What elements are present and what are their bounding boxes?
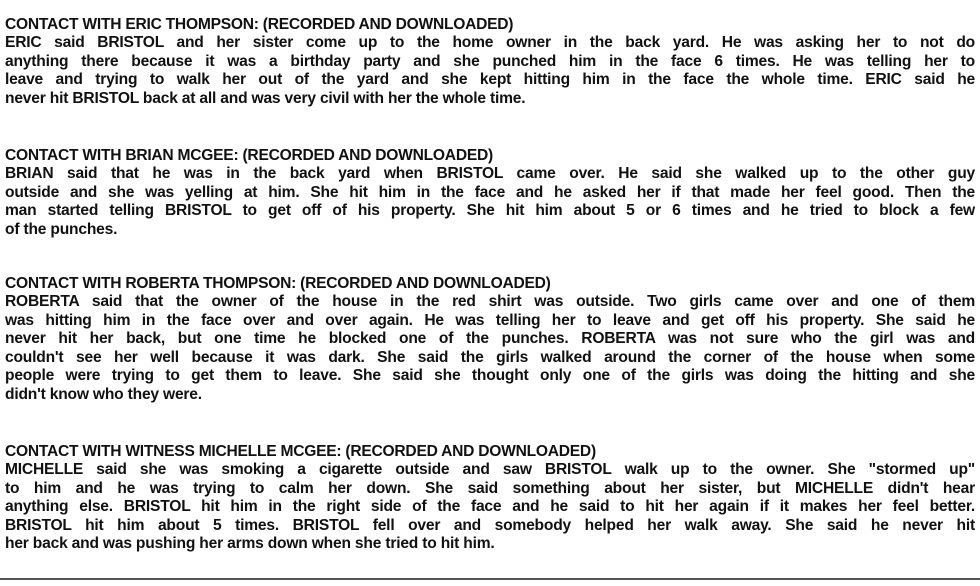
paragraph-line: ROBERTA said that the owner of the house in the red shirt was outside. Two girls came over and one of them: [5, 293, 975, 310]
paragraph-line: to him and he was trying to calm her down. She said something about her sister, but MICHELLE didn't hear: [5, 479, 975, 497]
paragraph-line: was hitting him in the face over and over again. He was telling her to leave and get off his property. She said he: [5, 311, 975, 329]
paragraph-line: of the punches.: [5, 220, 118, 238]
paragraph-line: MICHELLE said she was smoking a cigarette outside and saw BRISTOL walk up to the owner. She "stormed up": [5, 461, 975, 478]
paragraph-line: BRISTOL hit him about 5 times. BRISTOL fell over and somebody helped her walk away. She said he never hit: [5, 516, 975, 534]
paragraph-line: never hit her back, but one time he blocked one of the punches. ROBERTA was not sure who the girl was and: [5, 330, 975, 347]
contact-section-brian-mcgee: [5, 147, 975, 239]
section-heading: CONTACT WITH WITNESS MICHELLE MCGEE: (RECORDED AND DOWNLOADED): [5, 443, 596, 460]
paragraph-line: ERIC said BRISTOL and her sister come up to the home owner in the back yard. He was asking her to not do: [5, 34, 975, 51]
paragraph-line: BRIAN said that he was in the back yard when BRISTOL came over. He said she walked up to the other guy: [5, 165, 975, 182]
paragraph-line: people were trying to get them to leave. She said she thought only one of the girls was doing the hitting and she: [5, 367, 975, 384]
section-heading: CONTACT WITH ROBERTA THOMPSON: (RECORDED AND DOWNLOADED): [5, 275, 551, 292]
contact-section-michelle-mcgee: [5, 443, 975, 554]
paragraph-line: anything else. BRISTOL hit him in the right side of the face and he said to hit her again if it makes her feel better.: [5, 498, 975, 515]
contact-section-roberta-thompson: [5, 275, 975, 404]
section-heading: CONTACT WITH BRIAN MCGEE: (RECORDED AND DOWNLOADED): [5, 147, 493, 164]
paragraph-line: never hit BRISTOL back at all and was very civil with her the whole time.: [5, 89, 526, 107]
section-heading: CONTACT WITH ERIC THOMPSON: (RECORDED AND DOWNLOADED): [5, 16, 514, 33]
bottom-divider: [0, 578, 980, 580]
paragraph-line: anything there because it was a birthday party and she punched him in the face 6 times. He was telling her to: [5, 52, 975, 70]
paragraph-line: couldn't see her well because it was dark. She said the girls walked around the corner of the house when some: [5, 348, 975, 366]
contact-section-eric-thompson: [5, 16, 975, 108]
paragraph-line: outside and she was yelling at him. She hit him in the face and he asked her if that made her feel good. Then the: [5, 183, 975, 201]
paragraph-line: didn't know who they were.: [5, 385, 202, 403]
paragraph-line: man started telling BRISTOL to get off of his property. She hit him about 5 or 6 times and he tried to block a few: [5, 202, 975, 219]
paragraph-line: her back and was pushing her arms down when she tried to hit him.: [5, 535, 495, 552]
paragraph-line: leave and trying to walk her out of the yard and she kept hitting him in the face the whole time. ERIC said he: [5, 71, 975, 88]
